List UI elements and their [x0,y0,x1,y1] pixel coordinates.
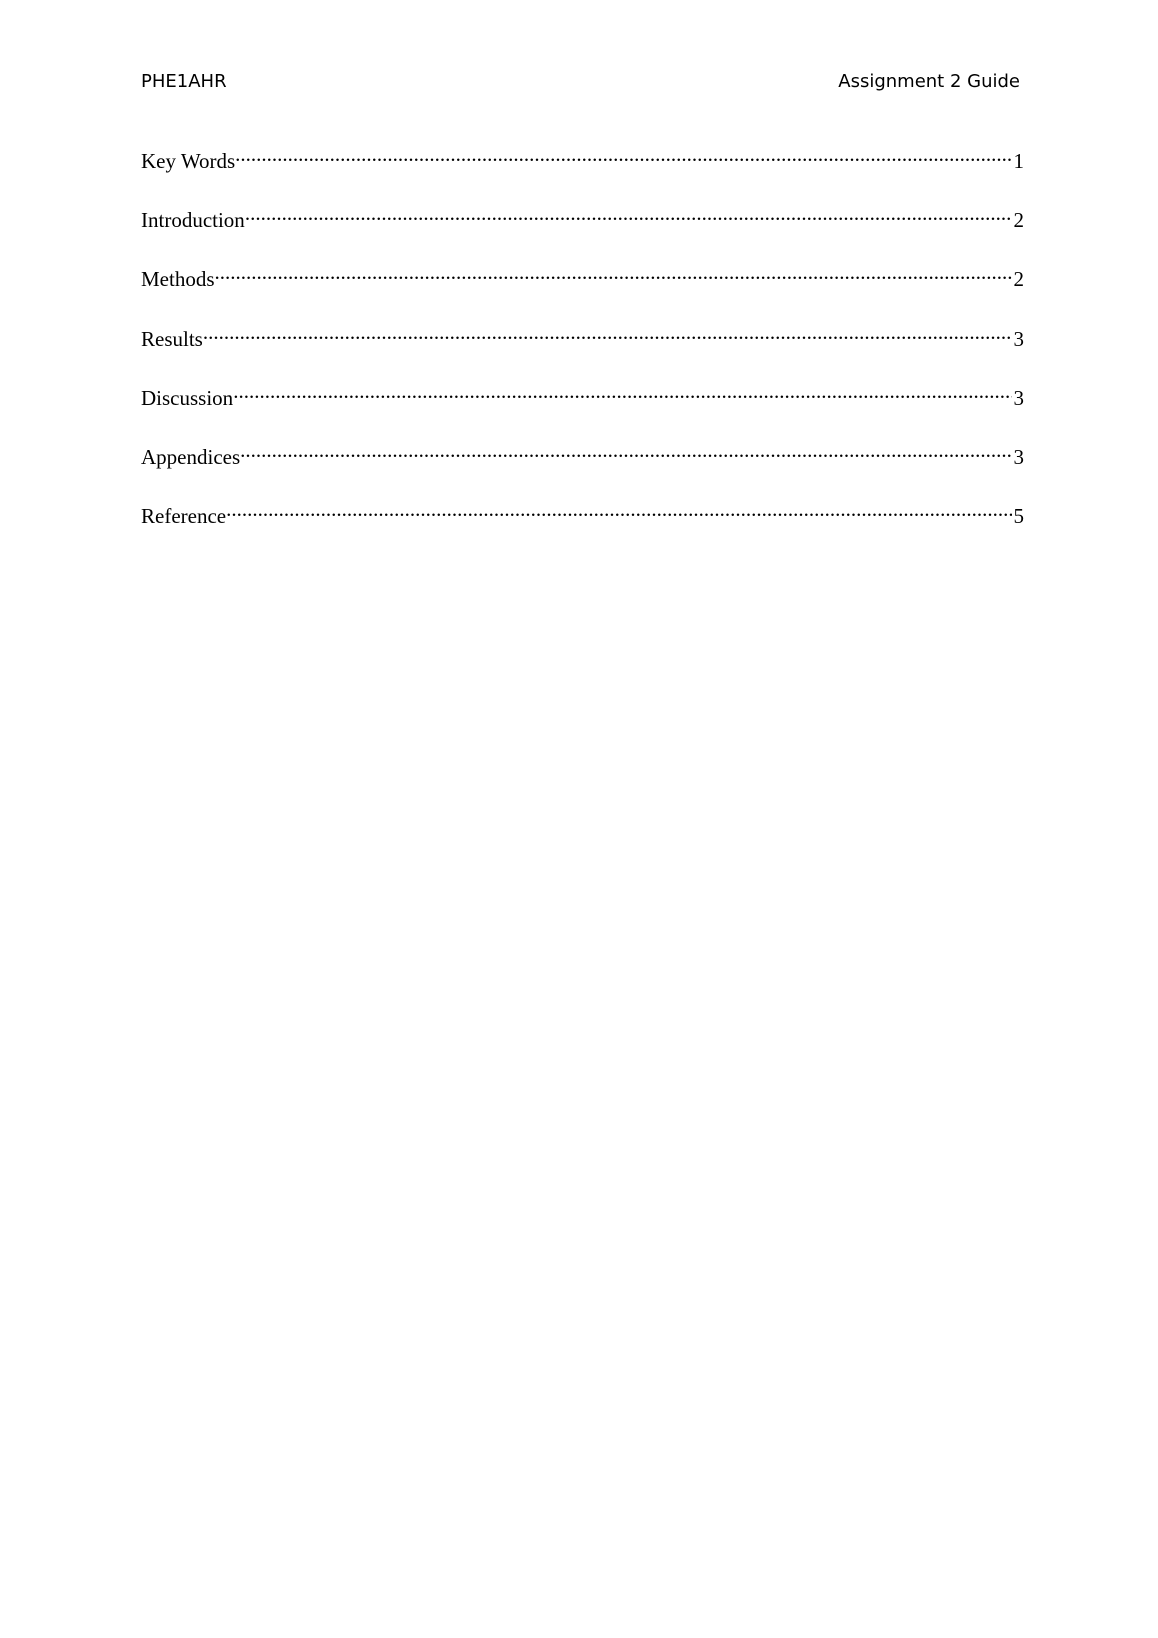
toc-dot-leader [245,199,1012,227]
toc-entry-title: Methods [141,267,215,292]
toc-entry-title: Reference [141,504,227,529]
toc-entry-title: Introduction [141,208,245,233]
toc-entry-page-number: 3 [1013,444,1024,469]
toc-entry-methods[interactable] [141,258,1024,317]
header-course-code: PHE1AHR [141,71,227,92]
toc-dot-leader [240,436,1011,464]
toc-entry-appendices[interactable] [141,436,1024,495]
toc-entry-title: Results [141,326,203,351]
toc-entry-title: Discussion [141,385,234,410]
toc-dot-leader [233,377,1011,405]
table-of-contents [141,140,1024,554]
toc-entry-page-number: 2 [1013,267,1024,292]
toc-entry-results[interactable] [141,318,1024,377]
header-document-title: Assignment 2 Guide [838,71,1020,92]
toc-entry-title: Key Words [141,149,236,173]
toc-dot-leader [203,318,1012,346]
toc-entry-title: Appendices [141,444,241,469]
toc-entry-page-number: 5 [1013,504,1024,529]
toc-entry-introduction[interactable] [141,199,1024,258]
toc-entry-key-words[interactable] [141,140,1024,199]
toc-dot-leader [235,140,1011,168]
toc-dot-leader [226,495,1011,523]
toc-entry-page-number: 3 [1013,326,1024,351]
toc-entry-page-number: 1 [1013,149,1024,173]
toc-dot-leader [215,258,1012,286]
page-header [141,68,1020,96]
toc-entry-reference[interactable] [141,495,1024,554]
toc-entry-page-number: 2 [1013,208,1024,233]
toc-entry-discussion[interactable] [141,377,1024,436]
toc-entry-page-number: 3 [1013,385,1024,410]
